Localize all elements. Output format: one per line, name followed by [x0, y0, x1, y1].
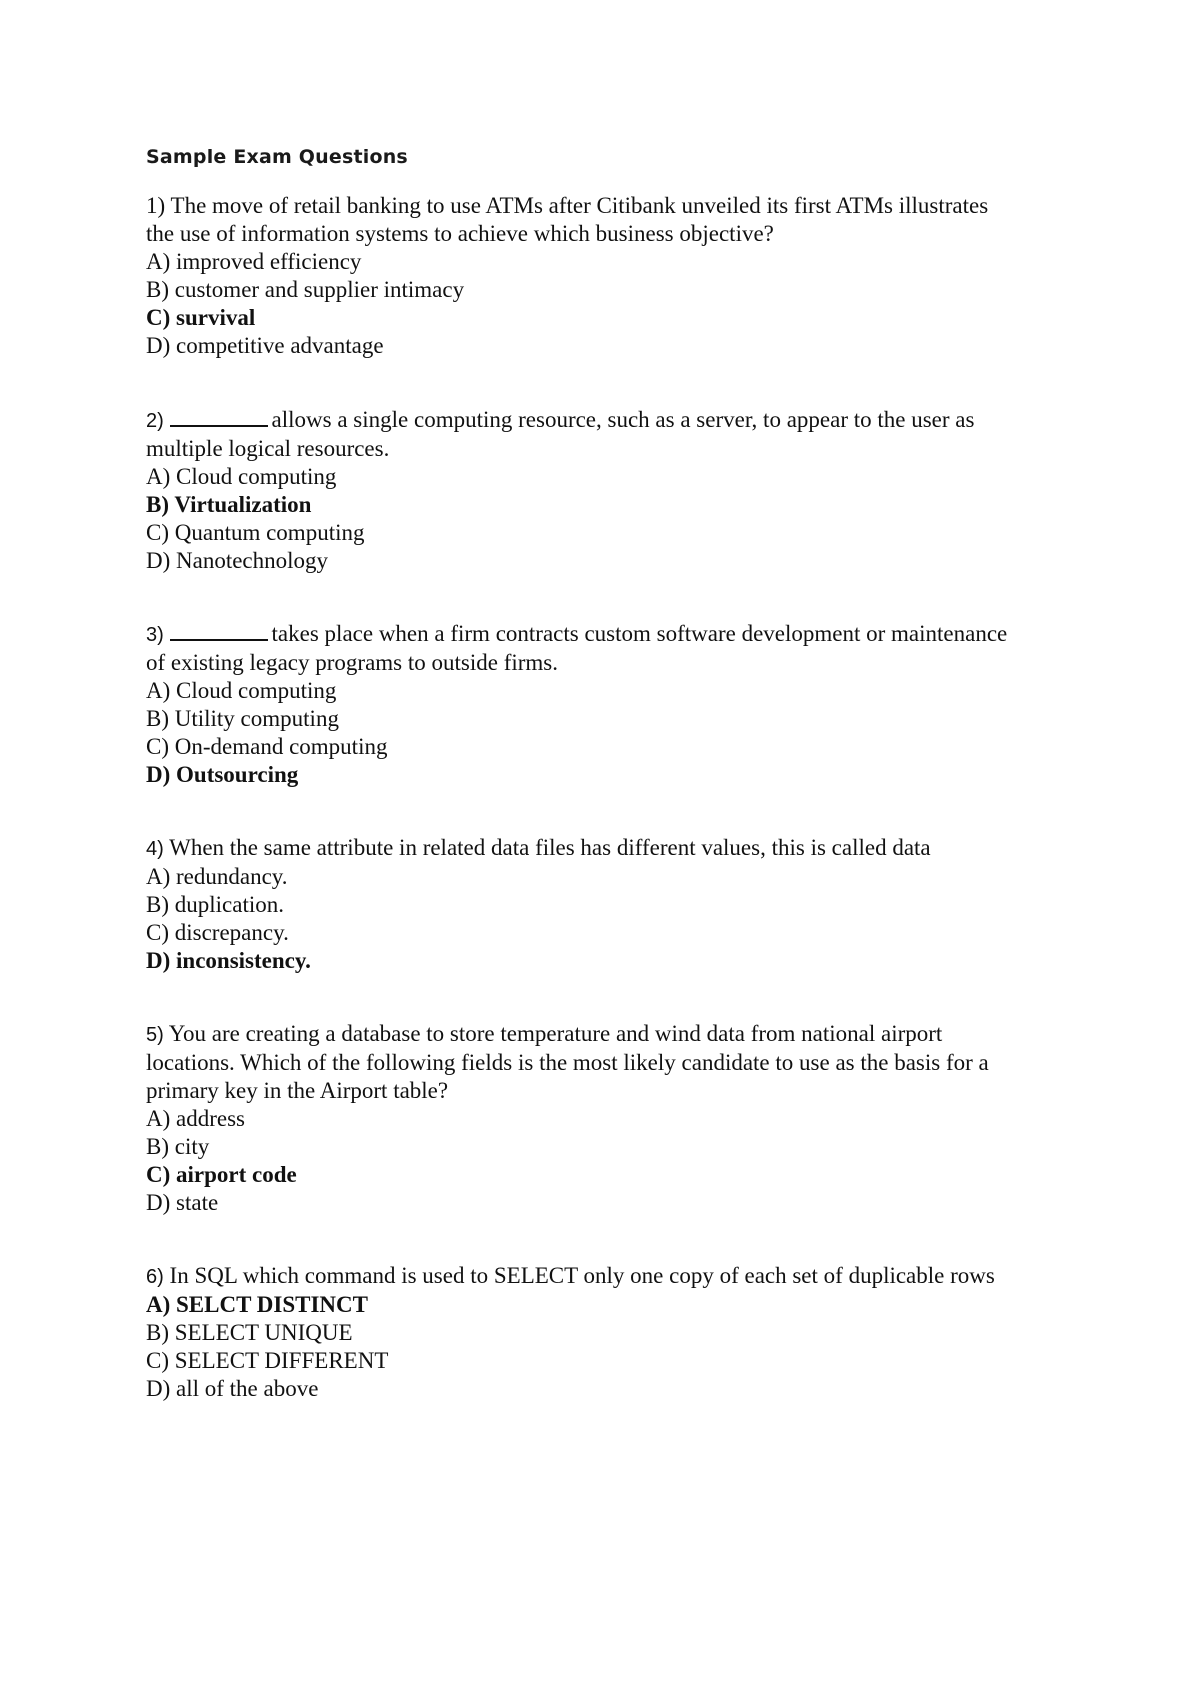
question-6 [146, 1262, 1076, 1403]
question-number: 1) [146, 193, 166, 218]
question-number: 5) [146, 1024, 164, 1046]
question-number: 6) [146, 1266, 164, 1288]
question-stem-line: of existing legacy programs to outside firms. [146, 650, 559, 675]
answer-blank [170, 409, 268, 427]
question-2 [146, 406, 1076, 575]
question-stem-line: the use of information systems to achieve which business objective? [146, 221, 774, 246]
option-d: D) all of the above [146, 1376, 319, 1401]
answer-blank [170, 623, 268, 641]
question-5 [146, 1020, 1076, 1217]
option-d: D) state [146, 1190, 219, 1215]
question-stem: 3) takes place when a firm contracts custom software development or maintenance [146, 621, 1008, 646]
question-number: 4) [146, 838, 164, 860]
question-stem-line: locations. Which of the following fields is the most likely candidate to use as the basis for a [146, 1050, 989, 1075]
question-stem: 6) In SQL which command is used to SELECT only one copy of each set of duplicable rows [146, 1263, 995, 1288]
option-d-correct: D) Outsourcing [146, 762, 299, 787]
option-c: C) SELECT DIFFERENT [146, 1348, 389, 1373]
option-a: A) improved efficiency [146, 249, 362, 274]
option-a-correct: A) SELCT DISTINCT [146, 1292, 368, 1317]
option-a: A) address [146, 1106, 245, 1131]
question-stem: 5) You are creating a database to store temperature and wind data from national airport [146, 1021, 943, 1046]
option-b: B) SELECT UNIQUE [146, 1320, 353, 1345]
option-c: C) On-demand computing [146, 734, 388, 759]
option-b: B) city [146, 1134, 210, 1159]
option-d: D) Nanotechnology [146, 548, 329, 573]
question-stem-line: primary key in the Airport table? [146, 1078, 449, 1103]
option-d: D) competitive advantage [146, 333, 384, 358]
question-1 [146, 192, 1076, 360]
question-3 [146, 620, 1076, 789]
question-stem: 2) allows a single computing resource, such as a server, to appear to the user as [146, 407, 975, 432]
question-number: 3) [146, 624, 164, 646]
question-stem-line: multiple logical resources. [146, 436, 390, 461]
option-c: C) discrepancy. [146, 920, 289, 945]
option-c-correct: C) airport code [146, 1162, 297, 1187]
option-b-correct: B) Virtualization [146, 492, 312, 517]
option-b: B) customer and supplier intimacy [146, 277, 465, 302]
option-b: B) duplication. [146, 892, 284, 917]
option-b: B) Utility computing [146, 706, 339, 731]
question-stem: 4) When the same attribute in related data files has different values, this is called data [146, 835, 931, 860]
page-title: Sample Exam Questions [146, 146, 408, 168]
question-stem: 1) The move of retail banking to use ATMs after Citibank unveiled its first ATMs illustrates [146, 193, 989, 218]
option-a: A) Cloud computing [146, 678, 337, 703]
option-a: A) redundancy. [146, 864, 288, 889]
option-c-correct: C) survival [146, 305, 256, 330]
question-number: 2) [146, 410, 164, 432]
option-c: C) Quantum computing [146, 520, 365, 545]
option-d-correct: D) inconsistency. [146, 948, 311, 973]
question-4 [146, 834, 1076, 975]
option-a: A) Cloud computing [146, 464, 337, 489]
